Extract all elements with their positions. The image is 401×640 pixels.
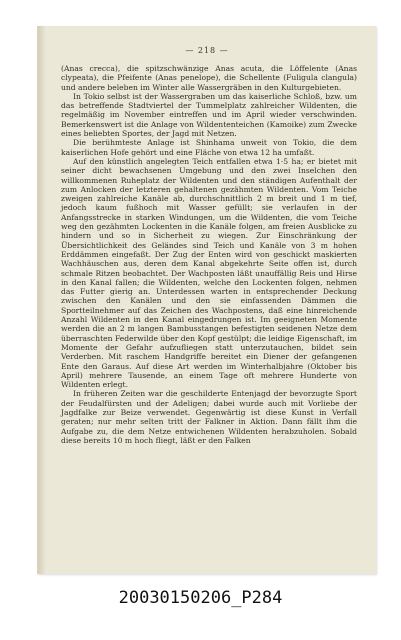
paragraph: In früheren Zeiten war die geschilderte Entenjagd der bevorzugte Sport der Feudalfürsten und der Adeligen; dabei wurde auch mit Vorliebe der Jagdfalke zur Beize verwendet. Gegenwärtig ist diese Kunst in Verfall geraten; nur mehr selten tritt der Falkner in Aktion. Dann fällt ihm die Aufgabe zu, die dem Netze entwichenen Wildenten herabzuholen. Sobald diese bereits 10 m hoch fliegt, läßt er den Falken — [61, 389, 357, 445]
document-page — [37, 26, 376, 574]
body-text — [61, 64, 357, 445]
paragraph: In Tokio selbst ist der Wassergraben um das kaiserliche Schloß, bzw. um das betreffende Stadtviertel der Tummelplatz zahlreicher Wildenten, die regelmäßig im November eintreffen und im April wieder verschwinden. Bemerkenswert ist die Anlage von Wildententeichen (Kamoike) zum Zwecke eines beliebten Sportes, der Jagd mit Netzen. — [61, 91, 357, 139]
paragraph: Auf den künstlich angelegten Teich entfallen etwa 1·5 ha; er bietet mit seiner dicht bewachsenen Umgebung und den zwei Inselchen den willkommenen Ruheplatz der Wildenten und den ständigen Aufenthalt der zum Anlocken der letzteren gehaltenen gezähmten Wildenten. Vom Teiche zweigen zahlreiche Kanäle ab, durchschnittlich 2 m breit und 1 m tief, jedoch kaum fußhoch mit Wasser gefüllt; sie verlaufen in der Anfangsstrecke in starken Windungen, um die Wildenten, die vom Teiche weg den gezähmten Lockenten in die Kanäle folgen, am freien Ausblicke zu hindern und so in Sicherheit zu wiegen. Zur Einschränkung der Übersichtlichkeit des Geländes sind Teich und Kanäle von 3 m hohen Erddämmen eingefaßt. Der Zug der Enten wird von geschickt maskierten Wachhäuschen aus, deren dem Kanal abgekehrte Seite offen ist, durch schmale Ritzen beobachtet. Der Wachposten läßt unauffällig Reis und Hirse in den Kanal fallen; die Wildenten, welche den Lockenten folgen, nehmen das Futter gierig an. Unterdessen warten in entsprechender Deckung zwischen den Kanälen und den sie einfassenden Dämmen die Sportteilnehmer auf das Zeichen des Wachpostens, daß eine hinreichende Anzahl Wildenten in den Kanal eingedrungen ist. Im geeigneten Momente werden die an 2 m langen Bambusstangen befestigten seidenen Netze dem überraschten Federwilde über den Kopf gestülpt; die leidige Eigenschaft, im Momente der Gefahr aufzufliegen statt unterzutauchen, bildet sein Verderben. Mit raschem Handgriffe bereitet ein Diener der gefangenen Ente den Garaus. Auf diese Art werden im Winterhalbjahre (Oktober bis April) mehrere Tausende, an einem Tage oft mehrere Hunderte von Wildenten erlegt. — [61, 156, 357, 390]
image-caption: 20030150206_P284 — [118, 588, 283, 608]
page-spine-shadow — [38, 26, 46, 574]
paragraph: (Anas crecca), die spitzschwänzige Anas acuta, die Löffelente (Anas clypeata), die Pfeifente (Anas penelope), die Schellente (Fuligula clangula) und andere beleben im Winter alle Wassergräben in den Kulturgebieten. — [61, 64, 357, 92]
paragraph: Die berühmteste Anlage ist Shinhama unweit von Tokio, die dem kaiserlichen Hofe gehört und eine Fläche von etwa 12 ha umfaßt. — [61, 138, 357, 157]
page-number: — 218 — — [185, 46, 229, 55]
